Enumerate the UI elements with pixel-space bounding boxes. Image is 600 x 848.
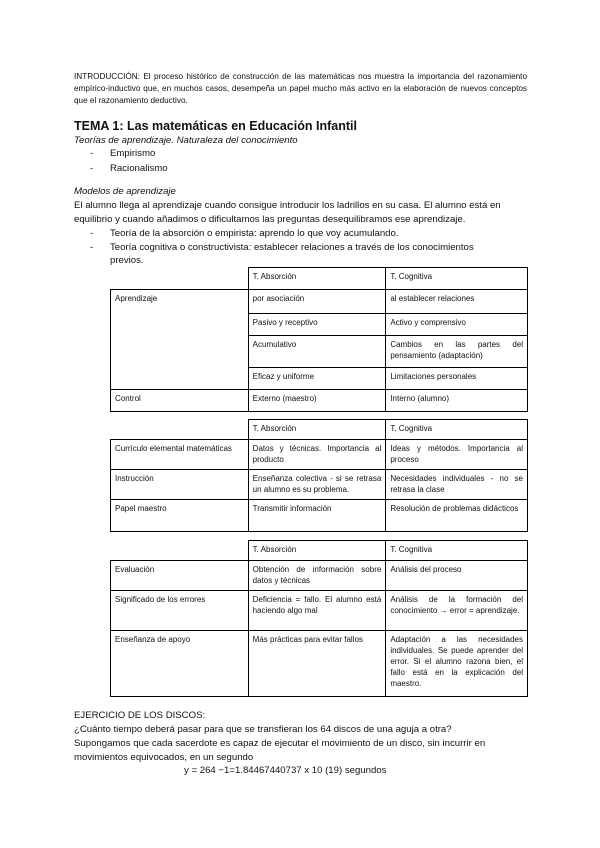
dash-bullet: - xyxy=(90,163,94,174)
table-cell: Más prácticas para evitar fallos xyxy=(248,631,386,697)
table-cell: Enseñanza colectiva - si se retrasa un alumno es su problema. xyxy=(248,470,386,500)
list-item-racionalismo: Racionalismo xyxy=(110,163,168,174)
table-cell: Necesidades individuales - no se retrasa la clase xyxy=(386,470,528,500)
tema-subtitle: Teorías de aprendizaje. Naturaleza del conocimiento xyxy=(74,135,298,146)
empty-cell xyxy=(111,268,249,290)
bullet-absorcion: Teoría de la absorción o empirista: aprendo lo que voy acumulando. xyxy=(110,228,399,239)
row-label-papel-maestro: Papel maestro xyxy=(111,500,249,532)
table-cell: Deficiencia = fallo. El alumno está haciendo algo mal xyxy=(248,591,386,631)
intro-label: INTRODUCCIÓN: xyxy=(74,72,140,81)
row-label-errores: Significado de los errores xyxy=(111,591,249,631)
table-cell: Pasivo y receptivo xyxy=(248,314,386,336)
table-cell: Externo (maestro) xyxy=(248,390,386,412)
table-evaluacion xyxy=(110,540,528,697)
table-curriculo xyxy=(110,419,528,532)
intro-paragraph xyxy=(74,71,527,107)
table-cell: Limitaciones personales xyxy=(386,368,528,390)
row-label-curriculo: Currículo elemental matemáticas xyxy=(111,440,249,470)
intro-text: El proceso histórico de construcción de las matemáticas nos muestra la importancia del razonamiento empírico-inductivo que, en muchos casos, desempeña un papel mucho más activo en la elaboración de nuevos conceptos que el razonamiento deductivo. xyxy=(74,72,527,105)
bullet-cognitiva-cont: previos. xyxy=(110,255,144,266)
table-aprendizaje xyxy=(110,267,528,412)
table-cell: Activo y comprensivo xyxy=(386,314,528,336)
table-cell: Análisis de la formación del conocimiento → error = aprendizaje. xyxy=(386,591,528,631)
modelos-line-1: El alumno llega al aprendizaje cuando consigue introducir los ladrillos en su casa. El alumno está en xyxy=(74,200,501,211)
ejercicio-formula: y = 264 −1=1.84467440737 x 10 (19) segundos xyxy=(184,765,387,776)
ejercicio-line-1: Supongamos que cada sacerdote es capaz de ejecutar el movimiento de un disco, sin incurrir en xyxy=(74,738,486,749)
table-cell: al establecer relaciones xyxy=(386,290,528,314)
modelos-line-2: equilibrio y cuando añadimos o dificultamos las preguntas desequilibramos ese aprendizaje. xyxy=(74,214,466,225)
header-absorcion: T. Absorción xyxy=(248,420,386,440)
dash-bullet: - xyxy=(90,228,94,239)
header-cognitiva: T. Cognitiva xyxy=(386,541,528,561)
table-cell: Ideas y métodos. Importancia al proceso xyxy=(386,440,528,470)
table-cell: Obtención de información sobre datos y técnicas xyxy=(248,561,386,591)
bullet-cognitiva: Teoría cognitiva o constructivista: establecer relaciones a través de los conocimientos xyxy=(110,242,474,253)
dash-bullet: - xyxy=(90,148,94,159)
header-cognitiva: T. Cognitiva xyxy=(386,420,528,440)
header-cognitiva: T. Cognitiva xyxy=(386,268,528,290)
empty-cell xyxy=(111,541,249,561)
ejercicio-line-2: movimientos equivocados, en un segundo xyxy=(74,752,254,763)
ejercicio-question: ¿Cuánto tiempo deberá pasar para que se transfieran los 64 discos de una aguja a otra? xyxy=(74,724,452,735)
table-cell: Datos y técnicas. Importancia al producto xyxy=(248,440,386,470)
row-label-ensenanza-apoyo: Enseñanza de apoyo xyxy=(111,631,249,697)
table-cell: Adaptación a las necesidades individuales. Se puede aprender del error. Si el alumno razona bien, el fallo está en la explicación del maestro. xyxy=(386,631,528,697)
modelos-heading: Modelos de aprendizaje xyxy=(74,186,176,197)
header-absorcion: T. Absorción xyxy=(248,541,386,561)
row-label-control: Control xyxy=(111,390,249,412)
table-cell: Cambios en las partes del pensamiento (adaptación) xyxy=(386,336,528,368)
table-cell: por asociación xyxy=(248,290,386,314)
list-item-empirismo: Empirismo xyxy=(110,148,156,159)
table-cell: Interno (alumno) xyxy=(386,390,528,412)
row-label-aprendizaje: Aprendizaje xyxy=(111,290,249,390)
header-absorcion: T. Absorción xyxy=(248,268,386,290)
table-cell: Transmitir información xyxy=(248,500,386,532)
dash-bullet: - xyxy=(90,242,94,253)
table-cell: Resolución de problemas didácticos xyxy=(386,500,528,532)
row-label-evaluacion: Evaluación xyxy=(111,561,249,591)
row-label-instruccion: Instrucción xyxy=(111,470,249,500)
table-cell: Acumulativo xyxy=(248,336,386,368)
table-cell: Eficaz y uniforme xyxy=(248,368,386,390)
ejercicio-title: EJERCICIO DE LOS DISCOS: xyxy=(74,710,206,721)
table-cell: Análisis del proceso xyxy=(386,561,528,591)
tema-title: TEMA 1: Las matemáticas en Educación Infantil xyxy=(74,119,357,133)
empty-cell xyxy=(111,420,249,440)
